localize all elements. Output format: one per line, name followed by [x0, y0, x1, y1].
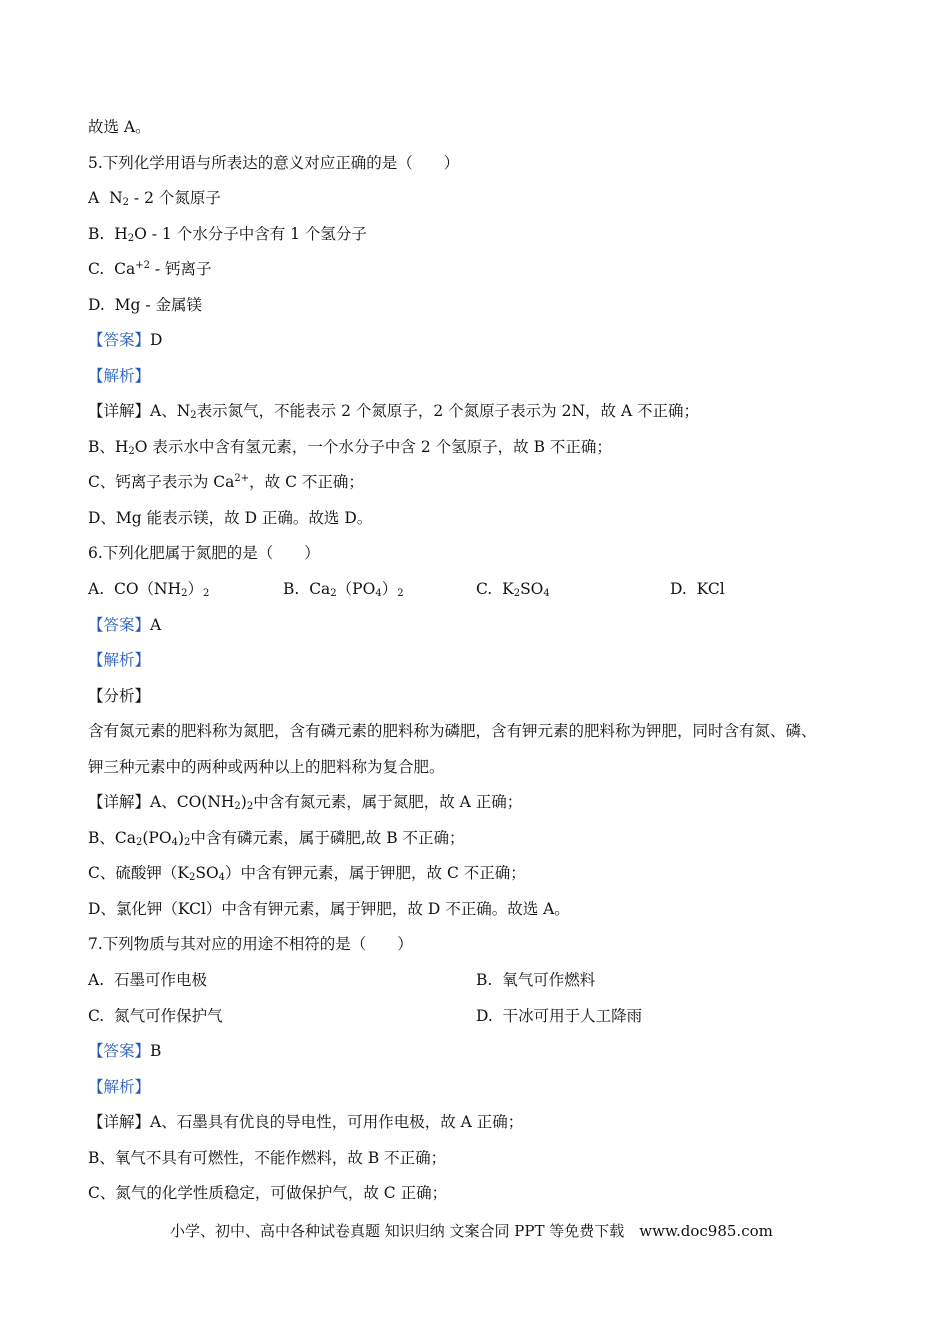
q6-option-c: C. $K_2SO_4$: [476, 580, 550, 599]
q6-answer: 【答案】A: [88, 616, 162, 634]
q5-detail-c: C、钙离子表示为 $Ca^{2+}$，故 C 不正确；: [88, 473, 364, 491]
q7-analysis-tag: 【解析】: [88, 1078, 151, 1096]
q6-detail-d: D、氯化钾（KCl）中含有钾元素，属于钾肥，故 D 不正确。故选 A。: [88, 900, 570, 918]
q6-option-d: D. KCl: [670, 580, 725, 598]
q6-detail-a: 【详解】A、$CO(NH_2)_2$中含有氮元素，属于氮肥，故 A 正确；: [88, 793, 523, 812]
q6-detail-c: C、硫酸钾$(K_2SO_4)$中含有钾元素，属于钾肥，故 C 不正确；: [88, 864, 526, 883]
q7-option-c: C. 氮气可作保护气: [88, 1007, 223, 1025]
q7-detail-b: B、氧气不具有可燃性，不能作燃料，故 B 不正确；: [88, 1149, 447, 1167]
q6-fenxi-line2: 钾三种元素中的两种或两种以上的肥料称为复合肥。: [88, 758, 445, 776]
answer-tag: 【答案】: [88, 1042, 151, 1060]
q6-fenxi-line1: 含有氮元素的肥料称为氮肥，含有磷元素的肥料称为磷肥，含有钾元素的肥料称为钾肥，同时含有氮、磷、: [88, 722, 817, 740]
q6-fenxi-tag: 【分析】: [88, 687, 151, 705]
q7-detail-c: C、氮气的化学性质稳定，可做保护气，故 C 正确；: [88, 1184, 448, 1202]
q5-analysis-tag: 【解析】: [88, 367, 151, 385]
q6-stem: 6.下列化肥属于氮肥的是（ ）: [88, 544, 320, 562]
intro-text: 故选 A。: [88, 118, 151, 136]
q5-stem: 5.下列化学用语与所表达的意义对应正确的是（ ）: [88, 154, 460, 172]
answer-tag: 【答案】: [88, 616, 151, 634]
q6-analysis-tag: 【解析】: [88, 651, 151, 669]
q7-option-b: B. 氧气可作燃料: [476, 971, 596, 989]
q5-option-a: A $N_2 - 2$ 个氮原子: [88, 189, 221, 208]
q5-option-d: D. Mg - 金属镁: [88, 296, 203, 314]
q5-option-b: B. $H_2O - 1$ 个水分子中含有 1 个氢分子: [88, 225, 367, 244]
q5-option-c: C. $Ca^{+2}$ - 钙离子: [88, 260, 212, 278]
q5-answer: 【答案】D: [88, 331, 163, 349]
q7-stem: 7.下列物质与其对应的用途不相符的是（ ）: [88, 935, 413, 953]
q6-option-a: A. $CO(NH_2)_2$: [88, 580, 210, 599]
page-footer: 小学、初中、高中各种试卷真题 知识归纳 文案合同 PPT 等免费下载 www.doc985.com: [170, 1222, 773, 1240]
q5-detail-a: 【详解】A、$N_2$表示氮气，不能表示 2 个氮原子，2 个氮原子表示为 2N，故 A 不正确；: [88, 402, 700, 421]
q7-answer: 【答案】B: [88, 1042, 162, 1060]
q7-detail-a: 【详解】A、石墨具有优良的导电性，可用作电极，故 A 正确；: [88, 1113, 524, 1131]
q5-detail-d: D、Mg 能表示镁，故 D 正确。故选 D。: [88, 509, 373, 527]
answer-tag: 【答案】: [88, 331, 151, 349]
q7-option-a: A. 石墨可作电极: [88, 971, 207, 989]
q6-option-b: B. $Ca_2(PO_4)_2$: [283, 580, 404, 599]
q6-detail-b: B、$Ca_2(PO_4)_2$中含有磷元素，属于磷肥,故 B 不正确；: [88, 829, 465, 848]
q7-option-d: D. 干冰可用于人工降雨: [476, 1007, 643, 1025]
q5-detail-b: B、$H_2O$ 表示水中含有氢元素，一个水分子中含 2 个氢原子，故 B 不正确；: [88, 438, 612, 457]
